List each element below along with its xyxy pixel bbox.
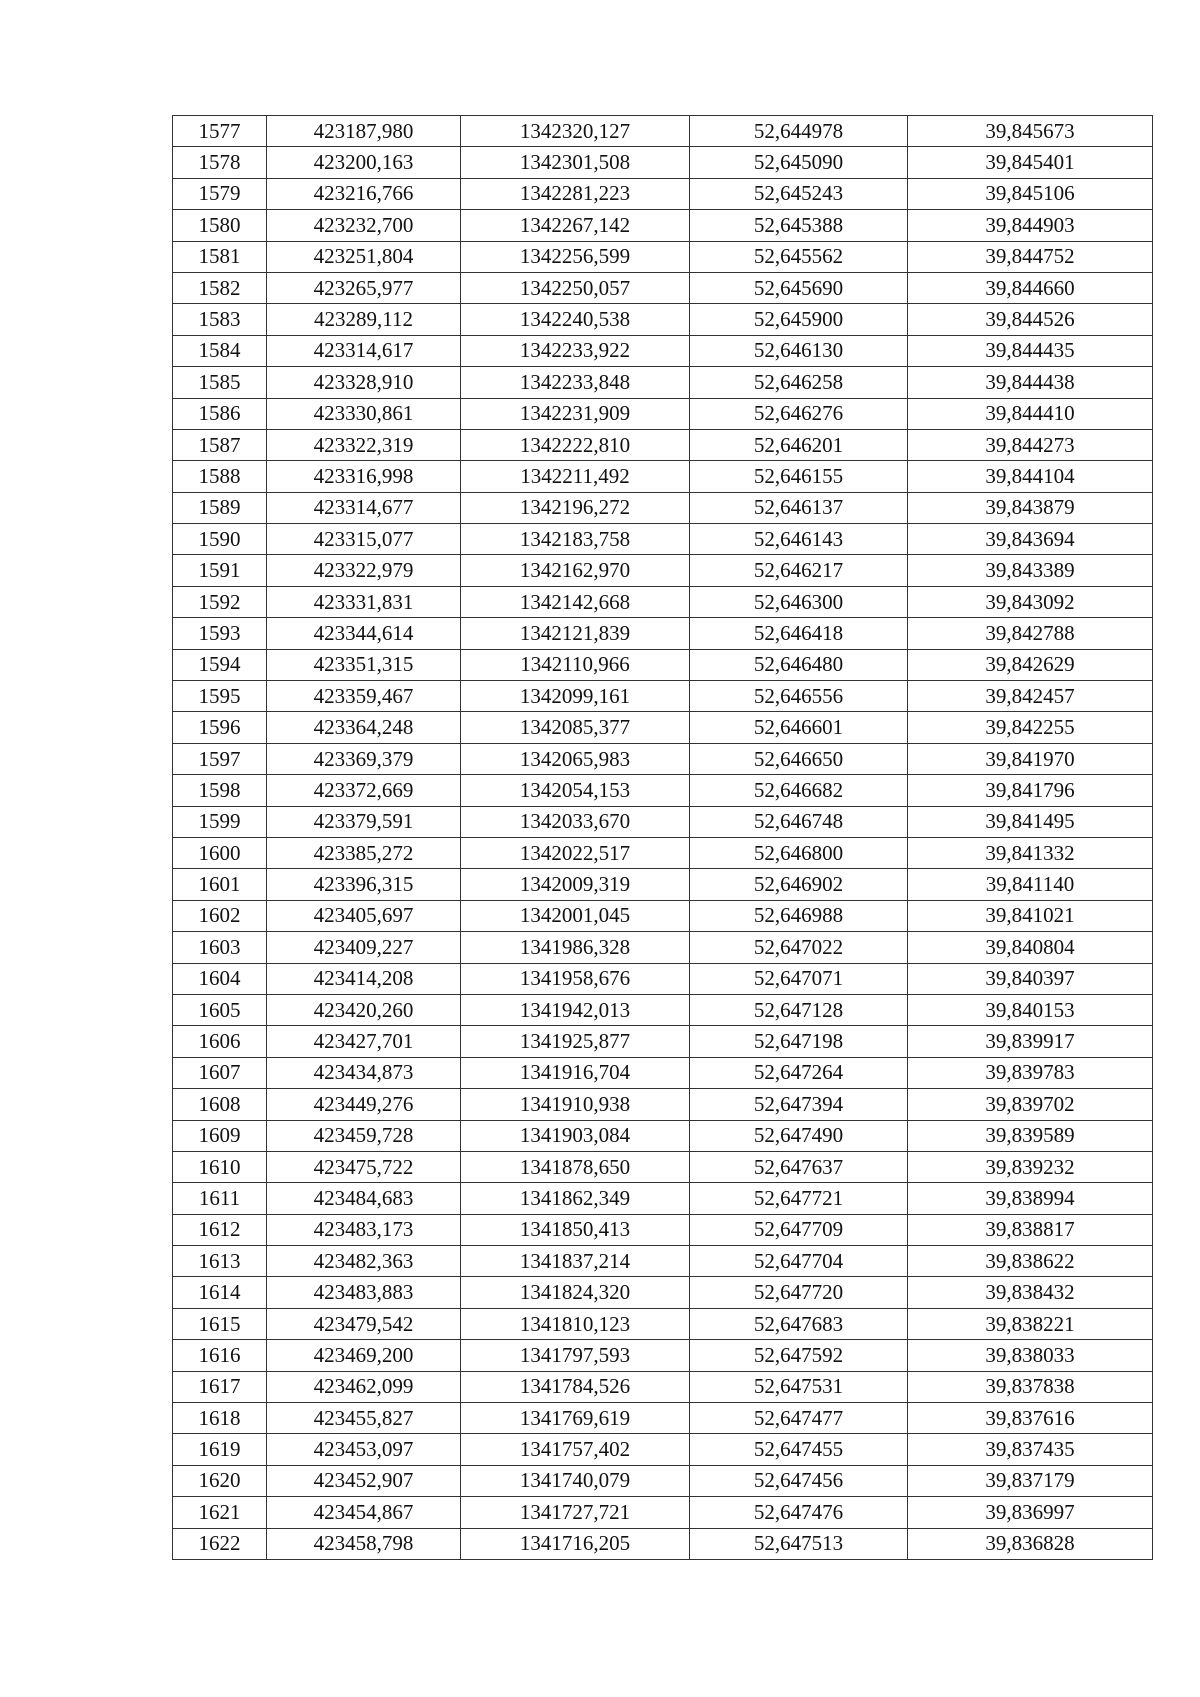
point-number-cell: 1581 [173,241,267,272]
table-row [173,1151,1153,1182]
y-coordinate-cell: 1342267,142 [461,210,690,241]
x-coordinate-cell: 423200,163 [267,147,461,178]
point-number-cell: 1577 [173,116,267,147]
x-coordinate-cell: 423479,542 [267,1308,461,1339]
longitude-cell: 39,844435 [908,335,1153,366]
table-row [173,1089,1153,1120]
latitude-cell: 52,646556 [690,681,908,712]
latitude-cell: 52,645690 [690,272,908,303]
point-number-cell: 1578 [173,147,267,178]
point-number-cell: 1615 [173,1308,267,1339]
y-coordinate-cell: 1342033,670 [461,806,690,837]
latitude-cell: 52,647198 [690,1026,908,1057]
y-coordinate-cell: 1342085,377 [461,712,690,743]
point-number-cell: 1583 [173,304,267,335]
longitude-cell: 39,844903 [908,210,1153,241]
x-coordinate-cell: 423482,363 [267,1246,461,1277]
y-coordinate-cell: 1341727,721 [461,1497,690,1528]
x-coordinate-cell: 423351,315 [267,649,461,680]
longitude-cell: 39,843694 [908,524,1153,555]
table-row [173,963,1153,994]
x-coordinate-cell: 423315,077 [267,524,461,555]
point-number-cell: 1587 [173,429,267,460]
point-number-cell: 1603 [173,932,267,963]
table-row [173,429,1153,460]
x-coordinate-cell: 423359,467 [267,681,461,712]
latitude-cell: 52,647683 [690,1308,908,1339]
point-number-cell: 1608 [173,1089,267,1120]
x-coordinate-cell: 423364,248 [267,712,461,743]
x-coordinate-cell: 423314,677 [267,492,461,523]
latitude-cell: 52,646155 [690,461,908,492]
x-coordinate-cell: 423265,977 [267,272,461,303]
y-coordinate-cell: 1341910,938 [461,1089,690,1120]
table-row [173,210,1153,241]
x-coordinate-cell: 423187,980 [267,116,461,147]
longitude-cell: 39,838994 [908,1183,1153,1214]
table-row [173,712,1153,743]
x-coordinate-cell: 423314,617 [267,335,461,366]
x-coordinate-cell: 423328,910 [267,367,461,398]
y-coordinate-cell: 1342009,319 [461,869,690,900]
latitude-cell: 52,647709 [690,1214,908,1245]
table-row [173,1057,1153,1088]
y-coordinate-cell: 1342250,057 [461,272,690,303]
longitude-cell: 39,841332 [908,837,1153,868]
table-row [173,932,1153,963]
point-number-cell: 1594 [173,649,267,680]
latitude-cell: 52,645243 [690,178,908,209]
table-row [173,178,1153,209]
point-number-cell: 1602 [173,900,267,931]
latitude-cell: 52,647720 [690,1277,908,1308]
point-number-cell: 1620 [173,1465,267,1496]
point-number-cell: 1610 [173,1151,267,1182]
table-row [173,1340,1153,1371]
longitude-cell: 39,845106 [908,178,1153,209]
x-coordinate-cell: 423385,272 [267,837,461,868]
point-number-cell: 1600 [173,837,267,868]
longitude-cell: 39,837838 [908,1371,1153,1402]
longitude-cell: 39,840397 [908,963,1153,994]
table-row [173,994,1153,1025]
longitude-cell: 39,841495 [908,806,1153,837]
latitude-cell: 52,647513 [690,1528,908,1559]
x-coordinate-cell: 423330,861 [267,398,461,429]
point-number-cell: 1586 [173,398,267,429]
longitude-cell: 39,844526 [908,304,1153,335]
table-row [173,1528,1153,1559]
latitude-cell: 52,647456 [690,1465,908,1496]
latitude-cell: 52,647022 [690,932,908,963]
latitude-cell: 52,646988 [690,900,908,931]
x-coordinate-cell: 423232,700 [267,210,461,241]
x-coordinate-cell: 423344,614 [267,618,461,649]
x-coordinate-cell: 423405,697 [267,900,461,931]
x-coordinate-cell: 423453,097 [267,1434,461,1465]
x-coordinate-cell: 423322,319 [267,429,461,460]
y-coordinate-cell: 1341810,123 [461,1308,690,1339]
latitude-cell: 52,647455 [690,1434,908,1465]
latitude-cell: 52,646800 [690,837,908,868]
x-coordinate-cell: 423372,669 [267,775,461,806]
longitude-cell: 39,841140 [908,869,1153,900]
point-number-cell: 1597 [173,743,267,774]
x-coordinate-cell: 423379,591 [267,806,461,837]
x-coordinate-cell: 423331,831 [267,586,461,617]
point-number-cell: 1589 [173,492,267,523]
table-row [173,743,1153,774]
longitude-cell: 39,845401 [908,147,1153,178]
x-coordinate-cell: 423484,683 [267,1183,461,1214]
longitude-cell: 39,839232 [908,1151,1153,1182]
x-coordinate-cell: 423483,883 [267,1277,461,1308]
latitude-cell: 52,647592 [690,1340,908,1371]
latitude-cell: 52,646130 [690,335,908,366]
latitude-cell: 52,645388 [690,210,908,241]
y-coordinate-cell: 1342196,272 [461,492,690,523]
x-coordinate-cell: 423216,766 [267,178,461,209]
y-coordinate-cell: 1341769,619 [461,1403,690,1434]
latitude-cell: 52,647704 [690,1246,908,1277]
point-number-cell: 1585 [173,367,267,398]
longitude-cell: 39,843879 [908,492,1153,523]
table-row [173,1214,1153,1245]
table-row [173,492,1153,523]
latitude-cell: 52,646276 [690,398,908,429]
x-coordinate-cell: 423454,867 [267,1497,461,1528]
longitude-cell: 39,839917 [908,1026,1153,1057]
longitude-cell: 39,844660 [908,272,1153,303]
longitude-cell: 39,841796 [908,775,1153,806]
x-coordinate-cell: 423409,227 [267,932,461,963]
longitude-cell: 39,843389 [908,555,1153,586]
x-coordinate-cell: 423459,728 [267,1120,461,1151]
y-coordinate-cell: 1342054,153 [461,775,690,806]
table-row [173,272,1153,303]
coordinates-table [172,115,1153,1560]
point-number-cell: 1596 [173,712,267,743]
latitude-cell: 52,646601 [690,712,908,743]
latitude-cell: 52,647071 [690,963,908,994]
latitude-cell: 52,647476 [690,1497,908,1528]
x-coordinate-cell: 423251,804 [267,241,461,272]
point-number-cell: 1598 [173,775,267,806]
table-row [173,116,1153,147]
y-coordinate-cell: 1342256,599 [461,241,690,272]
x-coordinate-cell: 423469,200 [267,1340,461,1371]
longitude-cell: 39,838817 [908,1214,1153,1245]
point-number-cell: 1609 [173,1120,267,1151]
table-row [173,1403,1153,1434]
x-coordinate-cell: 423475,722 [267,1151,461,1182]
y-coordinate-cell: 1342022,517 [461,837,690,868]
latitude-cell: 52,646137 [690,492,908,523]
x-coordinate-cell: 423455,827 [267,1403,461,1434]
table-row [173,461,1153,492]
point-number-cell: 1593 [173,618,267,649]
longitude-cell: 39,842788 [908,618,1153,649]
y-coordinate-cell: 1341784,526 [461,1371,690,1402]
table-row [173,555,1153,586]
table-row [173,147,1153,178]
y-coordinate-cell: 1342320,127 [461,116,690,147]
x-coordinate-cell: 423427,701 [267,1026,461,1057]
point-number-cell: 1595 [173,681,267,712]
latitude-cell: 52,647531 [690,1371,908,1402]
y-coordinate-cell: 1342211,492 [461,461,690,492]
latitude-cell: 52,647721 [690,1183,908,1214]
y-coordinate-cell: 1342233,848 [461,367,690,398]
longitude-cell: 39,842629 [908,649,1153,680]
table-row [173,837,1153,868]
table-row [173,1246,1153,1277]
longitude-cell: 39,838033 [908,1340,1153,1371]
table-row [173,1434,1153,1465]
latitude-cell: 52,646682 [690,775,908,806]
x-coordinate-cell: 423289,112 [267,304,461,335]
y-coordinate-cell: 1342233,922 [461,335,690,366]
point-number-cell: 1619 [173,1434,267,1465]
longitude-cell: 39,836828 [908,1528,1153,1559]
point-number-cell: 1613 [173,1246,267,1277]
y-coordinate-cell: 1341942,013 [461,994,690,1025]
latitude-cell: 52,647264 [690,1057,908,1088]
table-row [173,618,1153,649]
longitude-cell: 39,839702 [908,1089,1153,1120]
longitude-cell: 39,838622 [908,1246,1153,1277]
table-row [173,649,1153,680]
longitude-cell: 39,843092 [908,586,1153,617]
table-row [173,398,1153,429]
point-number-cell: 1622 [173,1528,267,1559]
latitude-cell: 52,646418 [690,618,908,649]
point-number-cell: 1579 [173,178,267,209]
x-coordinate-cell: 423462,099 [267,1371,461,1402]
point-number-cell: 1605 [173,994,267,1025]
latitude-cell: 52,645562 [690,241,908,272]
table-row [173,304,1153,335]
coordinates-table-body [173,116,1153,1560]
longitude-cell: 39,839589 [908,1120,1153,1151]
x-coordinate-cell: 423396,315 [267,869,461,900]
y-coordinate-cell: 1342142,668 [461,586,690,617]
x-coordinate-cell: 423449,276 [267,1089,461,1120]
latitude-cell: 52,647128 [690,994,908,1025]
y-coordinate-cell: 1341878,650 [461,1151,690,1182]
latitude-cell: 52,645090 [690,147,908,178]
longitude-cell: 39,842255 [908,712,1153,743]
x-coordinate-cell: 423369,379 [267,743,461,774]
point-number-cell: 1580 [173,210,267,241]
latitude-cell: 52,646480 [690,649,908,680]
longitude-cell: 39,837435 [908,1434,1153,1465]
longitude-cell: 39,837179 [908,1465,1153,1496]
table-row [173,1497,1153,1528]
point-number-cell: 1599 [173,806,267,837]
point-number-cell: 1601 [173,869,267,900]
longitude-cell: 39,840804 [908,932,1153,963]
point-number-cell: 1612 [173,1214,267,1245]
y-coordinate-cell: 1342240,538 [461,304,690,335]
table-row [173,900,1153,931]
point-number-cell: 1617 [173,1371,267,1402]
point-number-cell: 1584 [173,335,267,366]
x-coordinate-cell: 423420,260 [267,994,461,1025]
latitude-cell: 52,646201 [690,429,908,460]
table-row [173,1371,1153,1402]
x-coordinate-cell: 423322,979 [267,555,461,586]
x-coordinate-cell: 423458,798 [267,1528,461,1559]
point-number-cell: 1614 [173,1277,267,1308]
table-row [173,1465,1153,1496]
latitude-cell: 52,646143 [690,524,908,555]
y-coordinate-cell: 1342065,983 [461,743,690,774]
x-coordinate-cell: 423434,873 [267,1057,461,1088]
latitude-cell: 52,646650 [690,743,908,774]
point-number-cell: 1588 [173,461,267,492]
longitude-cell: 39,844438 [908,367,1153,398]
latitude-cell: 52,647637 [690,1151,908,1182]
y-coordinate-cell: 1342281,223 [461,178,690,209]
longitude-cell: 39,839783 [908,1057,1153,1088]
y-coordinate-cell: 1341716,205 [461,1528,690,1559]
y-coordinate-cell: 1342001,045 [461,900,690,931]
point-number-cell: 1621 [173,1497,267,1528]
longitude-cell: 39,842457 [908,681,1153,712]
y-coordinate-cell: 1341850,413 [461,1214,690,1245]
point-number-cell: 1618 [173,1403,267,1434]
latitude-cell: 52,646748 [690,806,908,837]
y-coordinate-cell: 1341837,214 [461,1246,690,1277]
table-row [173,586,1153,617]
longitude-cell: 39,836997 [908,1497,1153,1528]
y-coordinate-cell: 1341958,676 [461,963,690,994]
latitude-cell: 52,647394 [690,1089,908,1120]
x-coordinate-cell: 423452,907 [267,1465,461,1496]
latitude-cell: 52,644978 [690,116,908,147]
latitude-cell: 52,645900 [690,304,908,335]
y-coordinate-cell: 1342121,839 [461,618,690,649]
point-number-cell: 1592 [173,586,267,617]
point-number-cell: 1590 [173,524,267,555]
point-number-cell: 1616 [173,1340,267,1371]
table-row [173,681,1153,712]
point-number-cell: 1582 [173,272,267,303]
y-coordinate-cell: 1342231,909 [461,398,690,429]
table-row [173,1308,1153,1339]
y-coordinate-cell: 1341925,877 [461,1026,690,1057]
longitude-cell: 39,844752 [908,241,1153,272]
y-coordinate-cell: 1342099,161 [461,681,690,712]
point-number-cell: 1604 [173,963,267,994]
y-coordinate-cell: 1342301,508 [461,147,690,178]
longitude-cell: 39,841970 [908,743,1153,774]
y-coordinate-cell: 1341824,320 [461,1277,690,1308]
table-row [173,241,1153,272]
latitude-cell: 52,646300 [690,586,908,617]
longitude-cell: 39,844410 [908,398,1153,429]
x-coordinate-cell: 423414,208 [267,963,461,994]
longitude-cell: 39,838221 [908,1308,1153,1339]
longitude-cell: 39,845673 [908,116,1153,147]
table-row [173,1120,1153,1151]
table-row [173,806,1153,837]
longitude-cell: 39,840153 [908,994,1153,1025]
table-row [173,367,1153,398]
table-row [173,335,1153,366]
y-coordinate-cell: 1341903,084 [461,1120,690,1151]
longitude-cell: 39,841021 [908,900,1153,931]
table-row [173,1026,1153,1057]
y-coordinate-cell: 1341797,593 [461,1340,690,1371]
y-coordinate-cell: 1341757,402 [461,1434,690,1465]
longitude-cell: 39,844273 [908,429,1153,460]
y-coordinate-cell: 1341862,349 [461,1183,690,1214]
latitude-cell: 52,647477 [690,1403,908,1434]
y-coordinate-cell: 1342162,970 [461,555,690,586]
y-coordinate-cell: 1341740,079 [461,1465,690,1496]
y-coordinate-cell: 1342222,810 [461,429,690,460]
point-number-cell: 1607 [173,1057,267,1088]
x-coordinate-cell: 423316,998 [267,461,461,492]
table-row [173,1183,1153,1214]
y-coordinate-cell: 1342110,966 [461,649,690,680]
longitude-cell: 39,844104 [908,461,1153,492]
latitude-cell: 52,646902 [690,869,908,900]
y-coordinate-cell: 1341986,328 [461,932,690,963]
point-number-cell: 1591 [173,555,267,586]
table-row [173,869,1153,900]
x-coordinate-cell: 423483,173 [267,1214,461,1245]
latitude-cell: 52,646258 [690,367,908,398]
table-row [173,524,1153,555]
y-coordinate-cell: 1342183,758 [461,524,690,555]
table-row [173,775,1153,806]
latitude-cell: 52,646217 [690,555,908,586]
point-number-cell: 1611 [173,1183,267,1214]
y-coordinate-cell: 1341916,704 [461,1057,690,1088]
table-row [173,1277,1153,1308]
latitude-cell: 52,647490 [690,1120,908,1151]
longitude-cell: 39,837616 [908,1403,1153,1434]
point-number-cell: 1606 [173,1026,267,1057]
longitude-cell: 39,838432 [908,1277,1153,1308]
